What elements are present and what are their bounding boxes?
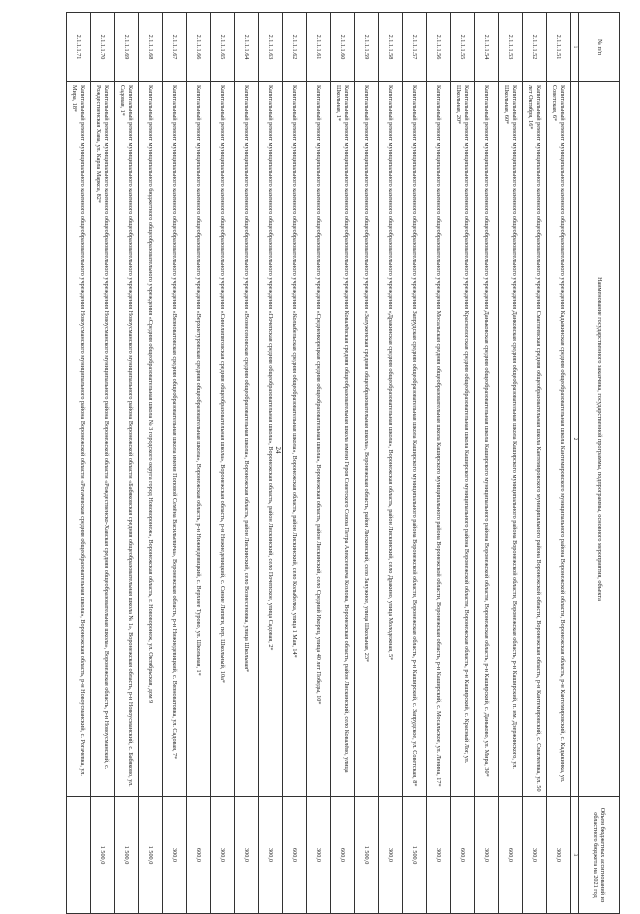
table-row (547, 13, 571, 914)
row-number: 2.1.1.1.54 (475, 13, 499, 82)
row-budget-volume: 300,0 (475, 797, 499, 914)
column-index-2: 2 (571, 82, 579, 797)
row-number: 2.1.1.1.68 (139, 13, 163, 82)
column-index-3: 3 (571, 797, 579, 914)
row-budget-volume: 300,0 (427, 797, 451, 914)
row-budget-volume: 300,0 (379, 797, 403, 914)
row-number: 2.1.1.1.55 (451, 13, 475, 82)
header-name: Наименование государственного заказчика, государственной программы, подпрограммы, основного мероприятия, объекта (579, 82, 620, 797)
row-number: 2.1.1.1.53 (499, 13, 523, 82)
row-object-name: Капитальный ремонт муниципального казенного общеобразовательного учреждения «Верхнетуровская средняя общеобразовательная школа», Воронежская область, р-н Нижнедевицкий, с. Верхнее Турово, ул. Школьная, 1* (187, 82, 211, 797)
row-budget-volume: 600,0 (499, 797, 523, 914)
row-object-name: Капитальный ремонт муниципального казенного общеобразовательного учреждения «Вязноватовская средняя общеобразовательная школа имени Поповой Семёна Васильевича», Воронежская область, р-н Нижнедевицкий, с. Вязноватовка, ул. Садовая, 7* (163, 82, 187, 797)
table-row (307, 13, 331, 914)
table-row (331, 13, 355, 914)
row-number: 2.1.1.1.57 (403, 13, 427, 82)
table-row (139, 13, 163, 914)
row-number: 2.1.1.1.52 (523, 13, 547, 82)
row-object-name: Капитальный ремонт муниципального казенного общеобразовательного учреждения Мосальская средняя общеобразовательная школа Каширского муниципального района Воронежской области, Воронежская область, р-н Каширский, с. Мосальское, ул. Ленина, 17* (427, 82, 451, 797)
row-budget-volume: 300,0 (307, 797, 331, 914)
row-budget-volume: 600,0 (283, 797, 307, 914)
table-row (403, 13, 427, 914)
page-number: 24 (274, 446, 282, 454)
row-number: 2.1.1.1.61 (307, 13, 331, 82)
row-object-name: Капитальный ремонт муниципального казенного общеобразовательного учреждения «Дракинская средняя общеобразовательная школа», Воронежская область, район Лискинский, село Дракино, улица Молодежная, 5* (379, 82, 403, 797)
row-budget-volume: 1 500,0 (355, 797, 379, 914)
row-number: 2.1.1.1.60 (331, 13, 355, 82)
row-budget-volume (67, 797, 91, 914)
row-number: 2.1.1.1.58 (379, 13, 403, 82)
row-object-name: Капитальный ремонт муниципального казенного общеобразовательного учреждения Новоусманского муниципального района Воронежской области «Рождественско-Хавская средняя общеобразовательная школа», Воронежская область, р-н Новоусманский, с. Рождественская Хава, ул. Карла Маркса, 82* (91, 82, 115, 797)
table-row (355, 13, 379, 914)
row-budget-volume: 1 500,0 (115, 797, 139, 914)
row-budget-volume: 1 500,0 (403, 797, 427, 914)
table-row (187, 13, 211, 914)
table-row (67, 13, 91, 914)
table-row (427, 13, 451, 914)
table-row (451, 13, 475, 914)
row-number: 2.1.1.1.51 (547, 13, 571, 82)
row-budget-volume: 1 500,0 (91, 797, 115, 914)
row-number: 2.1.1.1.65 (211, 13, 235, 82)
row-object-name: Капитальный ремонт муниципального казенного общеобразовательного учреждения Новоусманского муниципального района Воронежской области «Бабяковская средняя общеобразовательная школа № 1», Воронежская область, р-н Новоусманский, с. Бабяково, ул. Садовая, 1* (115, 82, 139, 797)
row-number: 2.1.1.1.69 (115, 13, 139, 82)
budget-table (66, 12, 620, 914)
row-object-name: Капитальный ремонт муниципального казенного общеобразовательного учреждения «Среднеикорецкая средняя общеобразовательная школа», Воронежская область, район Лискинский, село Средний Икорец, улица 40 лет Победы, 10* (307, 82, 331, 797)
row-budget-volume: 1 500,0 (139, 797, 163, 914)
row-object-name: Капитальный ремонт муниципального бюджетного общеобразовательного учреждения «Средняя общеобразовательная школа № 3 городского округа город Нововоронеж», Воронежская область, г. Нововоронеж, ул. Октябрьская, дом 9 (139, 82, 163, 797)
row-budget-volume: 300,0 (211, 797, 235, 914)
row-budget-volume: 300,0 (259, 797, 283, 914)
table-row (163, 13, 187, 914)
table-row (283, 13, 307, 914)
table-row (499, 13, 523, 914)
row-object-name: Капитальный ремонт муниципального казенного общеобразовательного учреждения Даньковская средняя общеобразовательная школа Каширского муниципального района Воронежской области, Воронежская область, р-н Каширский, с. Даньково, ул. Мира, 30* (475, 82, 499, 797)
row-number: 2.1.1.1.56 (427, 13, 451, 82)
row-number: 2.1.1.1.62 (283, 13, 307, 82)
row-object-name: Капитальный ремонт муниципального казенного общеобразовательного учреждения Данковская средняя общеобразовательная школа Каширского муниципального района Воронежской области, Воронежская область, р-н Каширский, п. им. Дзержинского, ул. Школьная, 60* (499, 82, 523, 797)
row-object-name: Капитальный ремонт муниципального казенного общеобразовательного учреждения «Вознесеновская средняя общеобразовательная школа», Воронежская область, район Лискинский, село Вознесеновка, улица Школьная* (235, 82, 259, 797)
row-budget-volume: 300,0 (235, 797, 259, 914)
row-budget-volume: 300,0 (163, 797, 187, 914)
table-rotated-container (71, 12, 620, 903)
row-object-name: Капитальный ремонт муниципального казенного общеобразовательного учреждения Запрудская средняя общеобразовательная школа Каширского муниципального района Воронежской области, Воронежская область, р-н Каширский, с. Запрудское, ул. Советская, 8* (403, 82, 427, 797)
row-object-name: Капитальный ремонт муниципального казенного общеобразовательного учреждения Краснологская средняя общеобразовательная школа Каширского муниципального района Воронежской области, Воронежская область, р-н Каширский, с. Красный Лог, ул. Школьная, 20* (451, 82, 475, 797)
table-row (235, 13, 259, 914)
table-body (67, 13, 571, 914)
row-object-name: Капитальный ремонт муниципального казенного общеобразовательного учреждения Ковалёвская средняя общеобразовательная школа имени Героя Советского Союза Петра Алексеевича Козлова, Воронежская область, район Лискинский, село Ковалёво, улица Школьная, 1* (331, 82, 355, 797)
row-number: 2.1.1.1.71 (67, 13, 91, 82)
row-number: 2.1.1.1.70 (91, 13, 115, 82)
table-row (115, 13, 139, 914)
table-row (475, 13, 499, 914)
header-num: № п/п (579, 13, 620, 82)
row-budget-volume: 300,0 (547, 797, 571, 914)
table-row (379, 13, 403, 914)
row-object-name: Капитальный ремонт муниципального казенного общеобразовательного учреждения «Колыбельская средняя общеобразовательная школа», Воронежская область, район Лискинский, село Колыбелка, улица 1 Мая, 14* (283, 82, 307, 797)
table-row (211, 13, 235, 914)
row-object-name: Капитальный ремонт муниципального казенного общеобразовательного учреждения Новоусманского муниципального района Воронежской области «Рогачевская средняя общеобразовательная школа», Воронежская область, р-н Новоусманский, с. Рогачевка, ул. Мира, 18* (67, 82, 91, 797)
row-object-name: Капитальный ремонт муниципального казенного общеобразовательного учреждения Смаглеевская средняя общеобразовательная школа Кантемировского муниципального района Воронежской области, Воронежская область, р-н Кантемировский, с. Смаглеевка, ул. 50 лет Октября, 16* (523, 82, 547, 797)
row-number: 2.1.1.1.64 (235, 13, 259, 82)
row-object-name: Капитальный ремонт муниципального казенного общеобразовательного учреждения «Синелипяговская средняя общеобразовательная школа», Воронежская область, р-н Нижнедевицкий, с. Синие Липяги, пер. Школьный, 10а* (211, 82, 235, 797)
row-object-name: Капитальный ремонт муниципального казенного общеобразовательного учреждения «Залуженская средняя общеобразовательная школа», Воронежская область, район Лискинский, село Залужное, улица Школьная, 23* (355, 82, 379, 797)
row-object-name: Капитальный ремонт муниципального казенного общеобразовательного учреждения «Почепская средняя общеобразовательная школа», Воронежская область, район Лискинский, село Почепское, улица Садовая, 2* (259, 82, 283, 797)
row-object-name: Капитальный ремонт муниципального казенного общеобразовательного учреждения Кадыкинская средняя общеобразовательная школа Кантемировского муниципального района Воронежской области, Воронежская область, р-н Кантемировский, с. Кадыкинка, ул. Советская, 6* (547, 82, 571, 797)
header-volume: Объем бюджетных ассигнований из областного бюджета на 2021 год (579, 797, 620, 914)
row-budget-volume: 300,0 (523, 797, 547, 914)
table-row (91, 13, 115, 914)
row-number: 2.1.1.1.59 (355, 13, 379, 82)
table-row (259, 13, 283, 914)
row-number: 2.1.1.1.66 (187, 13, 211, 82)
row-budget-volume: 600,0 (187, 797, 211, 914)
row-number: 2.1.1.1.67 (163, 13, 187, 82)
row-number: 2.1.1.1.63 (259, 13, 283, 82)
row-budget-volume: 600,0 (331, 797, 355, 914)
row-budget-volume: 600,0 (451, 797, 475, 914)
column-index-1: 1 (571, 13, 579, 82)
table-row (523, 13, 547, 914)
